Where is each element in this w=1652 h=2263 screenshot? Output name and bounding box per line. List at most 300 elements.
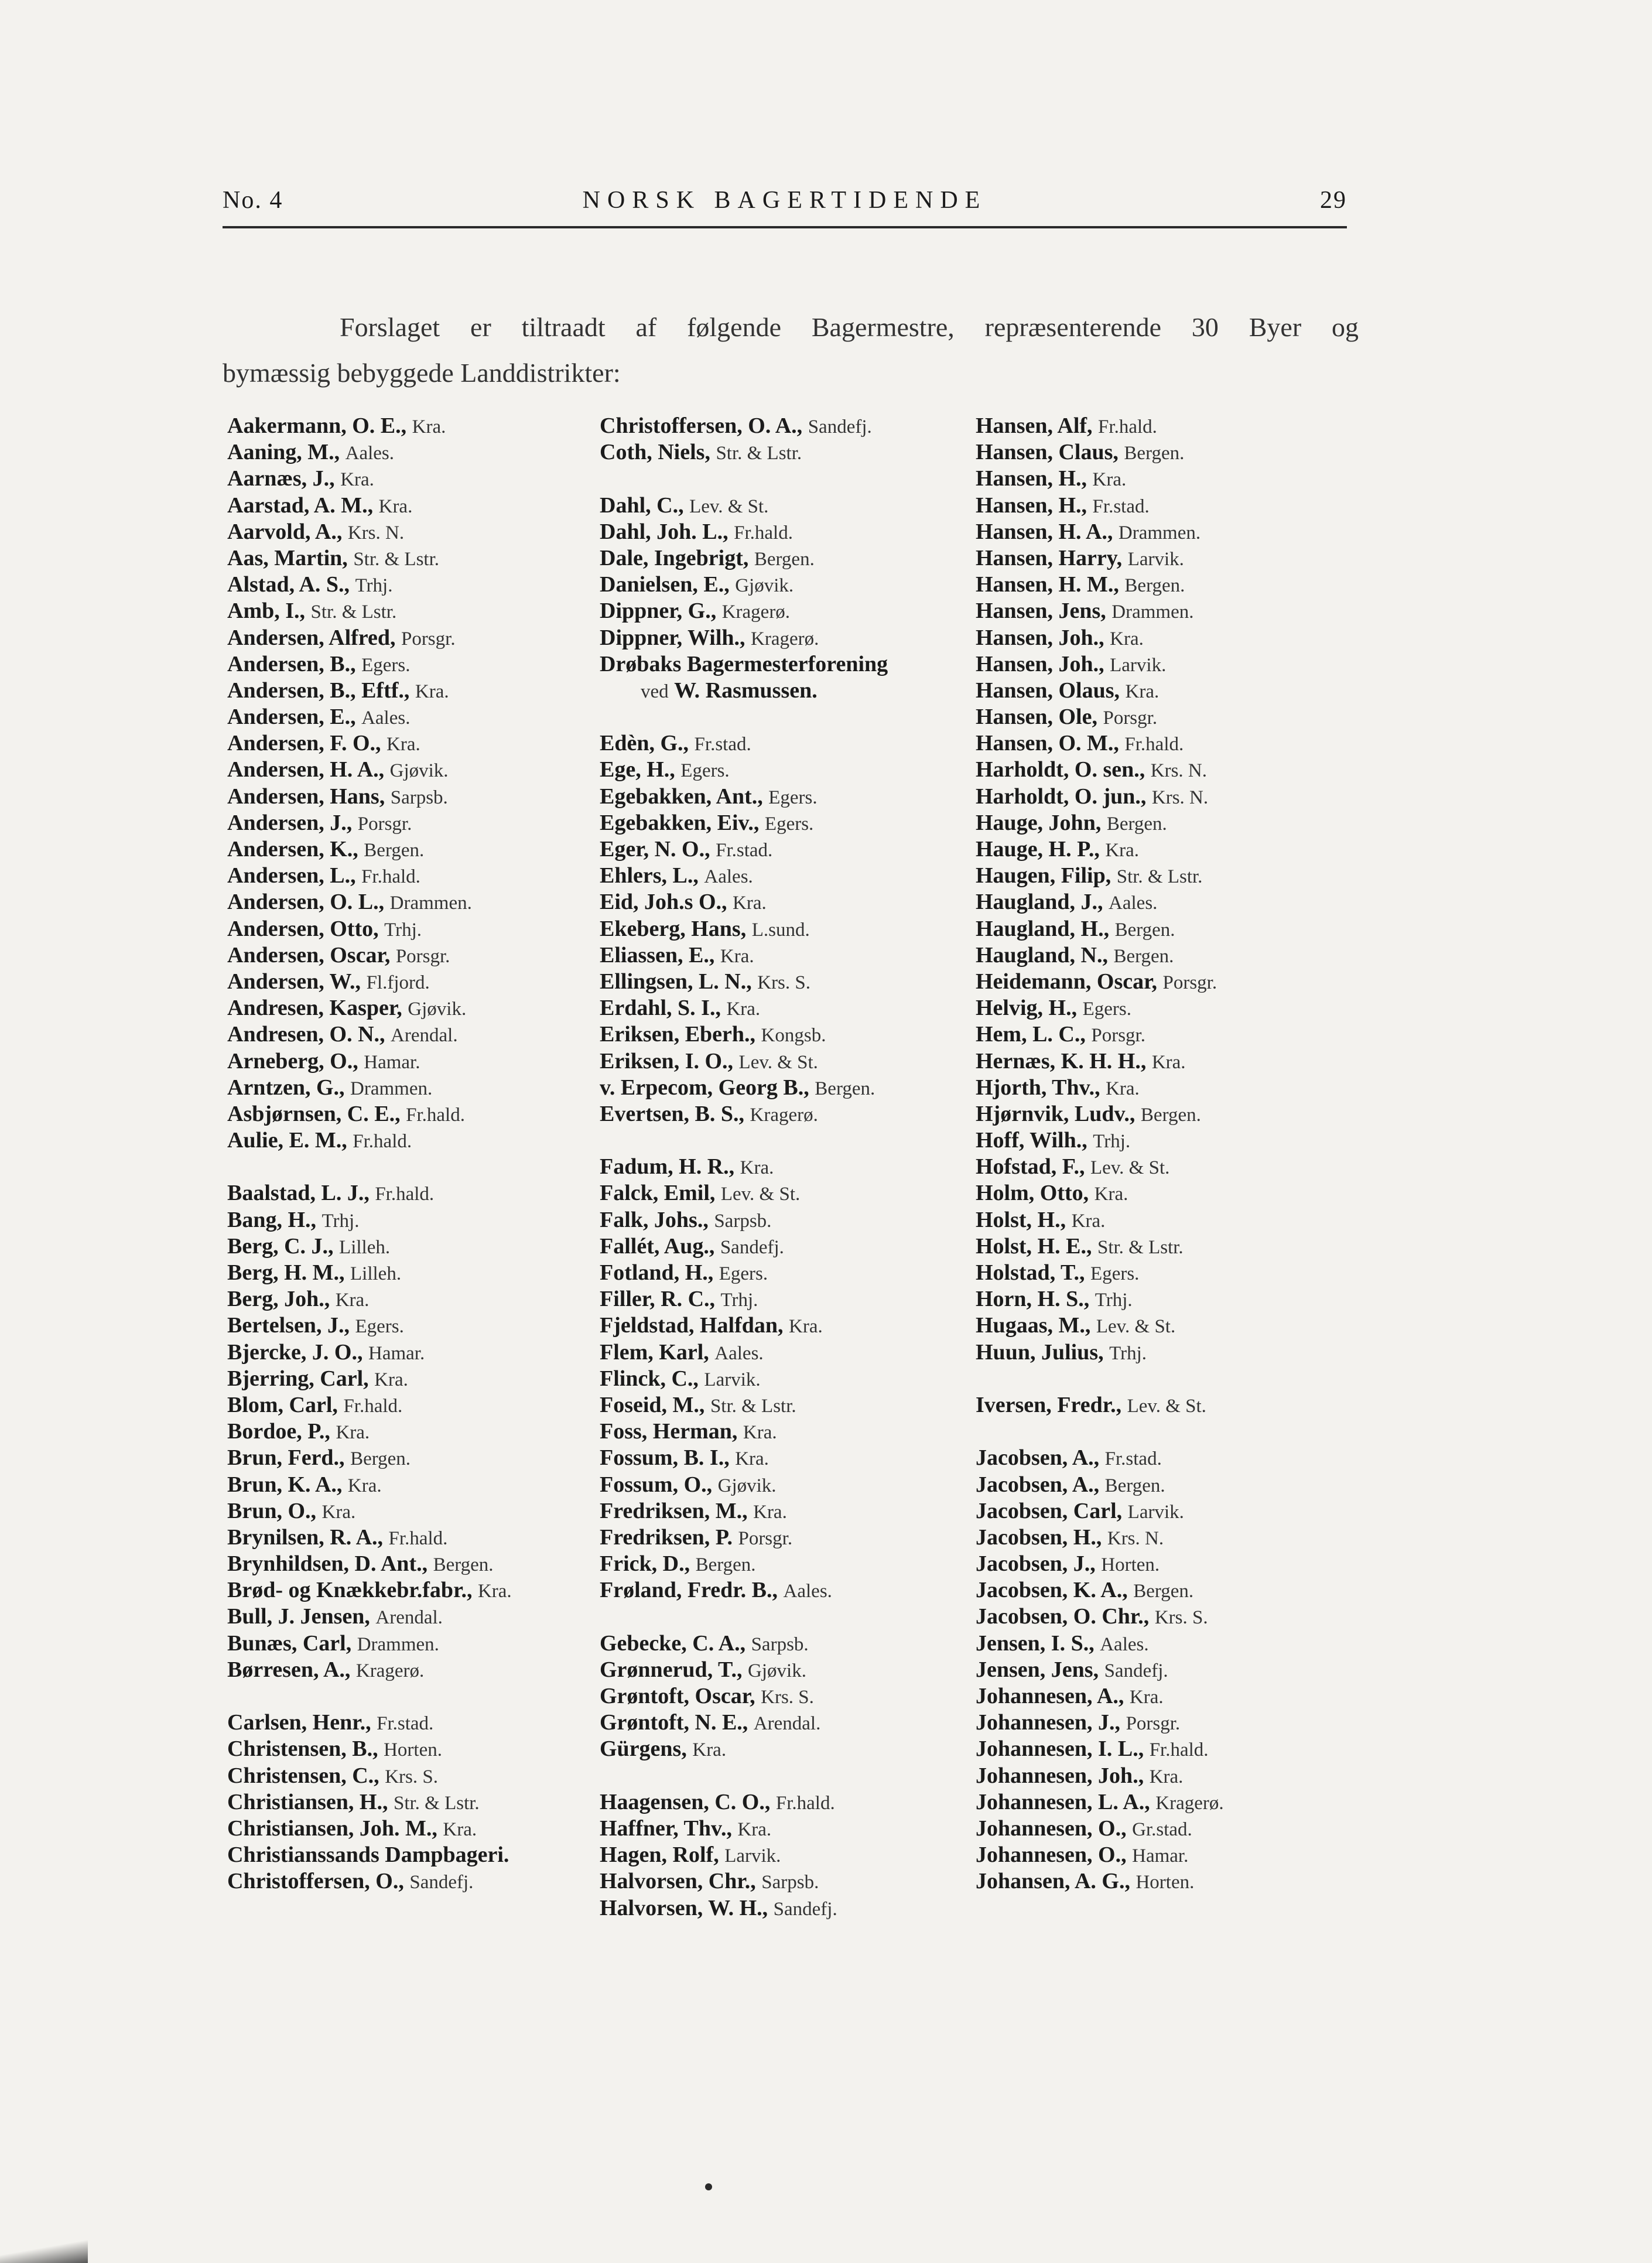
member-entry	[600, 1630, 974, 1657]
member-name: Hansen, Claus,	[976, 440, 1119, 465]
member-name: Holst, H. E.,	[976, 1233, 1092, 1259]
member-name: Hem, L. C.,	[976, 1022, 1086, 1047]
member-entry	[227, 1657, 602, 1683]
member-entry	[227, 1021, 602, 1048]
member-name: Falk, Johs.,	[600, 1207, 709, 1232]
member-name: Drøbaks Bagermesterforening	[600, 651, 888, 676]
member-name: Johannesen, O.,	[976, 1816, 1127, 1841]
member-place: Lilleh.	[339, 1236, 391, 1258]
member-place: Kra.	[374, 1369, 408, 1390]
member-place: Bergen.	[1104, 1475, 1165, 1496]
publication-title: NORSK BAGERTIDENDE	[582, 187, 987, 214]
member-name: Baalstad, L. J.,	[227, 1181, 370, 1206]
member-entry	[227, 1312, 602, 1339]
member-entry	[600, 493, 974, 519]
member-entry	[976, 1498, 1350, 1524]
member-entry	[600, 1286, 974, 1312]
member-place: Kra.	[743, 1422, 777, 1444]
member-entry	[976, 969, 1350, 995]
member-name: Ellingsen, L. N.,	[600, 969, 752, 994]
member-place: Kra.	[1149, 1766, 1184, 1787]
member-entry	[227, 1048, 602, 1075]
issue-number: No. 4	[223, 187, 283, 214]
member-entry	[227, 1577, 602, 1604]
member-name: Huun, Julius,	[976, 1339, 1104, 1365]
member-entry	[227, 969, 602, 995]
member-place: Str. & Lstr.	[310, 601, 397, 623]
member-place: Fr.hald.	[734, 522, 793, 543]
member-entry	[600, 1075, 974, 1101]
member-entry	[227, 1101, 602, 1127]
member-entry	[227, 810, 602, 836]
member-place: Arendal.	[753, 1713, 821, 1735]
member-name: Johannesen, A.,	[976, 1684, 1124, 1708]
member-entry	[600, 1418, 974, 1445]
member-entry	[227, 413, 602, 439]
member-place: Kra.	[1110, 628, 1144, 649]
member-place: Kongsb.	[761, 1025, 826, 1047]
member-name: Eriksen, I. O.,	[600, 1048, 734, 1074]
member-name: Berg, Joh.,	[227, 1287, 330, 1312]
member-name: Harholdt, O. sen.,	[976, 757, 1145, 782]
member-entry	[227, 1127, 602, 1154]
member-entry	[976, 1048, 1350, 1075]
member-place: Kragerø.	[1155, 1792, 1224, 1814]
member-name: Holstad, T.,	[976, 1260, 1085, 1285]
member-name: Hagen, Rolf,	[600, 1842, 719, 1868]
member-place: Kra.	[692, 1739, 727, 1761]
member-entry	[227, 1260, 602, 1286]
member-name: Edèn, G.,	[600, 731, 689, 756]
member-entry	[227, 1366, 602, 1392]
member-place: Krs. S.	[385, 1766, 438, 1787]
member-name: Horn, H. S.,	[976, 1287, 1090, 1312]
member-entry	[600, 784, 974, 810]
member-place: Kra.	[321, 1501, 356, 1523]
member-place: Kra.	[1071, 1210, 1106, 1232]
member-entry	[600, 995, 974, 1021]
member-name: Aaning, M.,	[227, 440, 340, 465]
member-place: Kra.	[412, 416, 446, 437]
member-place: Krs. S.	[1154, 1607, 1208, 1629]
member-place: Aales.	[704, 866, 753, 888]
member-entry	[600, 1736, 974, 1762]
member-entry	[600, 1710, 974, 1736]
member-name: W. Rasmussen.	[674, 678, 818, 703]
member-name: Aarstad, A. M.,	[227, 493, 374, 518]
member-place: Larvik.	[1127, 548, 1184, 570]
member-name: Hansen, Joh.,	[976, 625, 1104, 650]
member-entry	[976, 1551, 1350, 1577]
member-entry	[976, 466, 1350, 492]
member-place: Fr.stad.	[377, 1713, 434, 1735]
member-place: Sandefj.	[1104, 1660, 1168, 1681]
member-entry	[976, 1127, 1350, 1154]
member-name: Haagensen, C. O.,	[600, 1789, 771, 1814]
member-place: Kra.	[378, 495, 413, 517]
member-entry	[227, 1207, 602, 1233]
member-place: Krs. N.	[1150, 760, 1207, 782]
member-column-3	[976, 413, 1350, 1895]
member-name: Hauge, John,	[976, 810, 1102, 835]
member-entry	[600, 757, 974, 783]
member-place: Kra.	[335, 1290, 370, 1311]
member-name: Egebakken, Eiv.,	[600, 810, 760, 835]
member-place: Egers.	[355, 1316, 404, 1338]
member-place: Fr.stad.	[716, 840, 773, 861]
member-entry	[227, 545, 602, 572]
member-entry	[227, 493, 602, 519]
member-place: Gjøvik.	[735, 575, 794, 597]
member-name: Ehlers, L.,	[600, 863, 699, 888]
member-name: Andersen, H. A.,	[227, 757, 385, 782]
member-entry	[600, 1021, 974, 1048]
member-name: Coth, Niels,	[600, 440, 710, 465]
member-place: Kragerø.	[751, 628, 819, 649]
member-entry	[976, 493, 1350, 519]
member-name: Dippner, Wilh.,	[600, 625, 745, 650]
member-name: Amb, I.,	[227, 599, 306, 624]
member-place: Fr.hald.	[1124, 734, 1184, 756]
member-place: Bergen.	[1140, 1104, 1201, 1126]
member-entry	[600, 1312, 974, 1339]
member-entry	[976, 439, 1350, 466]
member-place: Str. & Lstr.	[1116, 866, 1203, 888]
section-gap	[600, 1763, 974, 1789]
member-name: Christoffersen, O. A.,	[600, 413, 803, 438]
member-place: Porsgr.	[357, 813, 412, 835]
member-name: Holm, Otto,	[976, 1181, 1089, 1206]
intro-line-1: Forslaget er tiltraadt af følgende Bagermestre, repræsenterende 30 Byer og	[340, 312, 1359, 342]
member-name: Haugland, J.,	[976, 890, 1103, 915]
member-entry	[976, 1260, 1350, 1286]
member-name: Fossum, B. I.,	[600, 1445, 730, 1471]
section-gap	[227, 1154, 602, 1180]
member-entry	[976, 678, 1350, 704]
member-place: Kra.	[347, 1475, 382, 1496]
member-name: Christoffersen, O.,	[227, 1869, 404, 1894]
member-name: Andersen, Oscar,	[227, 942, 391, 968]
member-place: Egers.	[1090, 1263, 1140, 1284]
member-name: Hansen, Olaus,	[976, 678, 1120, 703]
member-entry	[600, 572, 974, 598]
section-gap	[227, 1683, 602, 1710]
member-entry	[227, 1842, 602, 1868]
member-place: Krs. S.	[757, 972, 811, 993]
member-place: Fl.fjord.	[366, 972, 430, 993]
member-place: Trhj.	[384, 919, 422, 941]
member-entry	[976, 916, 1350, 942]
member-entry	[600, 1577, 974, 1604]
member-place: Kra.	[1094, 1184, 1128, 1205]
member-place: Kra.	[720, 945, 754, 967]
page-header	[223, 186, 1347, 221]
member-name: Jacobsen, K. A.,	[976, 1578, 1128, 1603]
member-name: Hoff, Wilh.,	[976, 1128, 1087, 1153]
member-entry	[227, 572, 602, 598]
member-name: Hjorth, Thv.,	[976, 1075, 1100, 1100]
member-name: Danielsen, E.,	[600, 572, 730, 597]
member-entry	[976, 1472, 1350, 1498]
member-place: ved	[641, 681, 669, 702]
member-entry	[976, 810, 1350, 836]
member-place: Lev. & St.	[1127, 1395, 1206, 1417]
member-name: Falck, Emil,	[600, 1181, 716, 1206]
member-place: Kra.	[726, 999, 761, 1020]
member-name: Grønnerud, T.,	[600, 1657, 743, 1682]
member-name: Andresen, O. N.,	[227, 1022, 385, 1047]
member-entry	[227, 836, 602, 863]
member-entry	[600, 889, 974, 915]
member-name: Filler, R. C.,	[600, 1287, 716, 1312]
member-entry	[600, 1445, 974, 1471]
member-entry	[600, 1366, 974, 1392]
member-place: Fr.hald.	[1149, 1739, 1209, 1761]
member-name: Halvorsen, W. H.,	[600, 1895, 768, 1920]
member-name: Bull, J. Jensen,	[227, 1604, 370, 1629]
member-place: Gjøvik.	[389, 760, 449, 782]
member-name: Aulie, E. M.,	[227, 1128, 347, 1153]
scan-edge-shadow	[0, 2240, 88, 2263]
member-place: Drammen.	[1111, 601, 1194, 623]
member-name: Brynilsen, R. A.,	[227, 1524, 384, 1550]
member-entry	[976, 1339, 1350, 1366]
member-place: Hamar.	[364, 1051, 420, 1073]
member-name: Andersen, Otto,	[227, 916, 379, 941]
member-name: Haffner, Thv.,	[600, 1816, 732, 1841]
member-place: Fr.hald.	[361, 866, 420, 888]
member-place: Fr.hald.	[406, 1104, 465, 1126]
member-entry	[227, 1763, 602, 1789]
member-place: Kra.	[340, 469, 374, 491]
member-entry	[227, 916, 602, 942]
member-place: Larvik.	[704, 1369, 761, 1390]
member-place: Fr.stad.	[1104, 1448, 1162, 1470]
member-entry	[600, 916, 974, 942]
member-entry	[227, 678, 602, 704]
member-place: Kra.	[740, 1157, 774, 1179]
member-entry	[600, 1260, 974, 1286]
member-name: Christiansen, Joh. M.,	[227, 1816, 437, 1841]
member-entry	[976, 1710, 1350, 1736]
member-entry	[227, 704, 602, 730]
member-entry	[227, 1551, 602, 1577]
member-entry	[976, 598, 1350, 624]
member-place: Drammen.	[389, 893, 472, 914]
member-name: v. Erpecom, Georg B.,	[600, 1075, 809, 1100]
member-place: Str. & Lstr.	[710, 1395, 796, 1417]
member-entry	[600, 836, 974, 863]
member-entry	[976, 757, 1350, 783]
member-place: Porsgr.	[395, 945, 450, 967]
member-place: Porsgr.	[1091, 1025, 1145, 1047]
member-name: Andersen, Alfred,	[227, 625, 396, 650]
member-name: Eid, Joh.s O.,	[600, 890, 727, 915]
member-entry	[600, 1233, 974, 1260]
page-number: 29	[1320, 187, 1347, 214]
section-gap	[600, 1127, 974, 1154]
member-entry	[227, 1286, 602, 1312]
member-name: Gebecke, C. A.,	[600, 1630, 746, 1656]
member-name: Flem, Karl,	[600, 1339, 709, 1365]
member-entry	[227, 1630, 602, 1657]
member-name: Hansen, Harry,	[976, 545, 1123, 570]
member-place: Kra.	[735, 1448, 769, 1470]
member-place: Sandefj.	[773, 1898, 837, 1920]
member-name: Hansen, H.,	[976, 493, 1087, 518]
member-name: Helvig, H.,	[976, 996, 1078, 1021]
member-name: Grøntoft, Oscar,	[600, 1684, 755, 1708]
member-name: Børresen, A.,	[227, 1657, 351, 1682]
member-entry	[227, 863, 602, 889]
member-entry	[227, 942, 602, 969]
member-entry	[976, 942, 1350, 969]
member-name: Andersen, O. L.,	[227, 890, 385, 915]
member-entry	[227, 1498, 602, 1524]
member-entry	[600, 1657, 974, 1683]
member-place: Gjøvik.	[717, 1475, 777, 1496]
member-entry	[976, 1577, 1350, 1604]
member-entry	[227, 1339, 602, 1366]
member-place: Aales.	[345, 443, 395, 464]
member-entry	[976, 1604, 1350, 1630]
member-name: Gürgens,	[600, 1736, 687, 1762]
member-entry	[600, 942, 974, 969]
member-entry	[227, 1418, 602, 1445]
member-place: Bergen.	[364, 840, 425, 861]
member-entry	[600, 519, 974, 545]
member-place: Kra.	[1125, 681, 1160, 702]
member-place: Porsgr.	[738, 1527, 793, 1549]
member-place: Drammen.	[1118, 522, 1201, 543]
member-place: Kra.	[733, 893, 767, 914]
member-name: Aakermann, O. E.,	[227, 413, 407, 438]
member-name: Dahl, Joh. L.,	[600, 519, 728, 544]
member-entry	[600, 545, 974, 572]
member-name: Bang, H.,	[227, 1207, 317, 1232]
member-place: Aales.	[361, 707, 411, 729]
member-place: Kra.	[1151, 1051, 1186, 1073]
member-place: Krs. S.	[761, 1687, 814, 1708]
member-name: Fallét, Aug.,	[600, 1233, 715, 1259]
member-place: Kra.	[415, 681, 449, 702]
member-name: Arntzen, G.,	[227, 1075, 345, 1100]
member-entry	[976, 1286, 1350, 1312]
member-place: Gr.stad.	[1132, 1818, 1192, 1840]
member-name: Andresen, Kasper,	[227, 996, 402, 1021]
member-name: Johannesen, Joh.,	[976, 1763, 1144, 1788]
member-name: Johannesen, O.,	[976, 1842, 1127, 1868]
section-gap	[976, 1418, 1350, 1445]
member-place: Horten.	[1135, 1872, 1195, 1893]
member-column-2	[600, 413, 974, 1922]
member-place: Aales.	[783, 1581, 832, 1602]
member-place: Bergen.	[433, 1554, 494, 1576]
member-name: Foss, Herman,	[600, 1419, 738, 1444]
member-entry	[600, 1498, 974, 1524]
member-place: Kra.	[1106, 1078, 1140, 1099]
member-name: Flinck, C.,	[600, 1366, 699, 1391]
member-name: Christiansen, H.,	[227, 1789, 388, 1814]
member-name: Egebakken, Ant.,	[600, 784, 763, 809]
member-place: Lev. & St.	[720, 1184, 801, 1205]
intro-line-2: bymæssig bebyggede Landdistrikter:	[223, 358, 621, 388]
member-name: Aarvold, A.,	[227, 519, 343, 544]
member-place: Krs. N.	[1151, 787, 1209, 808]
member-name: Andersen, W.,	[227, 969, 361, 994]
member-entry	[600, 1551, 974, 1577]
member-entry	[976, 730, 1350, 757]
member-name: Fadum, H. R.,	[600, 1154, 735, 1180]
member-place: Larvik.	[1127, 1501, 1184, 1523]
member-entry	[600, 1154, 974, 1180]
member-name: Hjørnvik, Ludv.,	[976, 1101, 1135, 1126]
member-entry	[976, 704, 1350, 730]
member-place: Str. & Lstr.	[353, 548, 440, 570]
member-name: Hofstad, F.,	[976, 1154, 1085, 1180]
member-place: Fr.hald.	[353, 1131, 412, 1153]
member-name: Ekeberg, Hans,	[600, 916, 747, 941]
member-place: Aales.	[714, 1342, 764, 1364]
member-name: Fredriksen, M.,	[600, 1498, 748, 1523]
member-place: Larvik.	[1110, 654, 1167, 676]
member-entry	[600, 1207, 974, 1233]
member-name: Haugland, N.,	[976, 942, 1108, 968]
member-entry	[976, 1445, 1350, 1471]
member-name: Hauge, H. P.,	[976, 837, 1100, 862]
member-entry	[600, 1048, 974, 1075]
member-entry	[976, 1392, 1350, 1418]
member-entry	[600, 1472, 974, 1498]
member-name: Jensen, Jens,	[976, 1657, 1099, 1682]
member-place: Krs. N.	[1107, 1527, 1164, 1549]
member-place: Bergen.	[1113, 945, 1174, 967]
member-entry	[227, 1789, 602, 1816]
section-gap	[976, 1366, 1350, 1392]
member-place: Drammen.	[357, 1633, 439, 1655]
member-entry	[227, 1524, 602, 1551]
member-name: Haugen, Filip,	[976, 863, 1111, 888]
member-place: Kra.	[789, 1316, 823, 1338]
member-entry	[227, 466, 602, 492]
member-place: Egers.	[764, 813, 814, 835]
member-name: Brun, Ferd.,	[227, 1445, 345, 1471]
member-name: Arneberg, O.,	[227, 1048, 358, 1074]
member-entry	[227, 1075, 602, 1101]
member-name: Hansen, H. A.,	[976, 519, 1113, 544]
member-name: Hansen, Ole,	[976, 705, 1097, 730]
member-place: Kra.	[387, 734, 420, 756]
member-name: Johansen, A. G.,	[976, 1869, 1130, 1894]
member-name: Erdahl, S. I.,	[600, 996, 721, 1021]
member-name: Andersen, K.,	[227, 837, 358, 862]
member-entry	[600, 1868, 974, 1895]
member-name: Fjeldstad, Halfdan,	[600, 1313, 784, 1338]
member-place: Horten.	[384, 1739, 442, 1761]
member-entry	[976, 651, 1350, 678]
member-place: Fr.hald.	[343, 1395, 403, 1417]
member-entry	[600, 1392, 974, 1418]
member-place: Str. & Lstr.	[393, 1792, 480, 1814]
member-entry	[600, 625, 974, 651]
member-entry	[976, 1180, 1350, 1206]
member-place: Bergen.	[1106, 813, 1167, 835]
member-entry	[976, 1868, 1350, 1895]
member-entry	[976, 1763, 1350, 1789]
member-place: Egers.	[361, 654, 411, 676]
member-place: Fr.stad.	[694, 734, 751, 756]
member-entry	[976, 1736, 1350, 1762]
